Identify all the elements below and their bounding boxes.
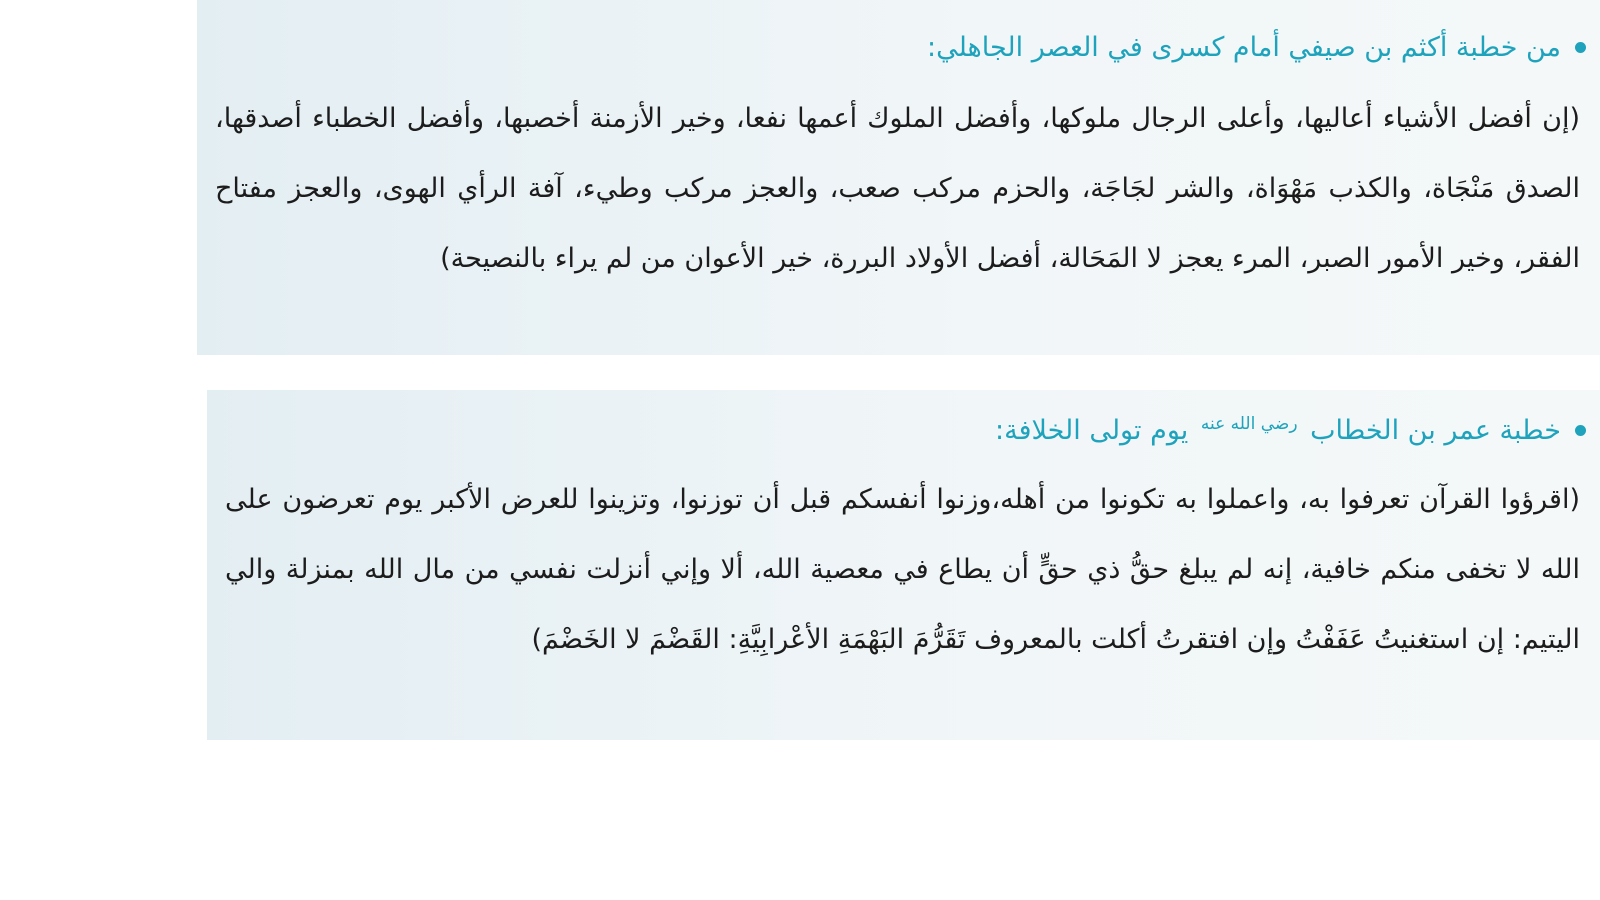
honorific-ligature: رضي الله عنه	[1200, 414, 1298, 434]
bullet-icon	[1575, 42, 1586, 53]
heading-text-after: يوم تولى الخلافة:	[995, 415, 1189, 446]
section-heading-text: من خطبة أكثم بن صيفي أمام كسرى في العصر الجاهلي:	[926, 31, 1561, 63]
section-heading	[995, 410, 1586, 450]
section-heading-text	[995, 414, 1561, 446]
khutbah-text: (إن أفضل الأشياء أعاليها، وأعلى الرجال ملوكها، وأفضل الملوك أعمها نفعا، وخير الأزمنة أخصبها، وأفضل الخطباء أصدقها، الصدق مَنْجَاة، والكذب مَهْوَاة، والشر لجَاجَة، والحزم مركب صعب، والعجز مركب وطيء، آفة الرأي الهوى، والعجز مفتاح الفقر، وخير الأمور الصبر، المرء يعجز لا المَحَالة، أفضل الأولاد البررة، خير الأعوان من لم يراء بالنصيحة)	[215, 103, 1580, 274]
khutbah-umar-panel	[207, 390, 1600, 740]
khutbah-aktham-panel	[197, 0, 1600, 355]
bullet-icon	[1575, 425, 1586, 436]
section-heading	[927, 27, 1586, 67]
khutbah-text: (اقرؤوا القرآن تعرفوا به، واعملوا به تكونوا من أهله،وزنوا أنفسكم قبل أن توزنوا، وتزينوا للعرض الأكبر يوم تعرضون على الله لا تخفى منكم خافية، إنه لم يبلغ حقُّ ذي حقٍّ أن يطاع في معصية الله، ألا وإني أنزلت نفسي من مال الله بمنزلة والي اليتيم: إن استغنيتُ عَفَفْتُ وإن افتقرتُ أكلت بالمعروف تَقَرُّمَ البَهْمَةِ الأعْرابِيَّةِ: القَضْمَ لا الخَضْمَ)	[225, 484, 1580, 655]
heading-text-before: خطبة عمر بن الخطاب	[1310, 415, 1561, 446]
